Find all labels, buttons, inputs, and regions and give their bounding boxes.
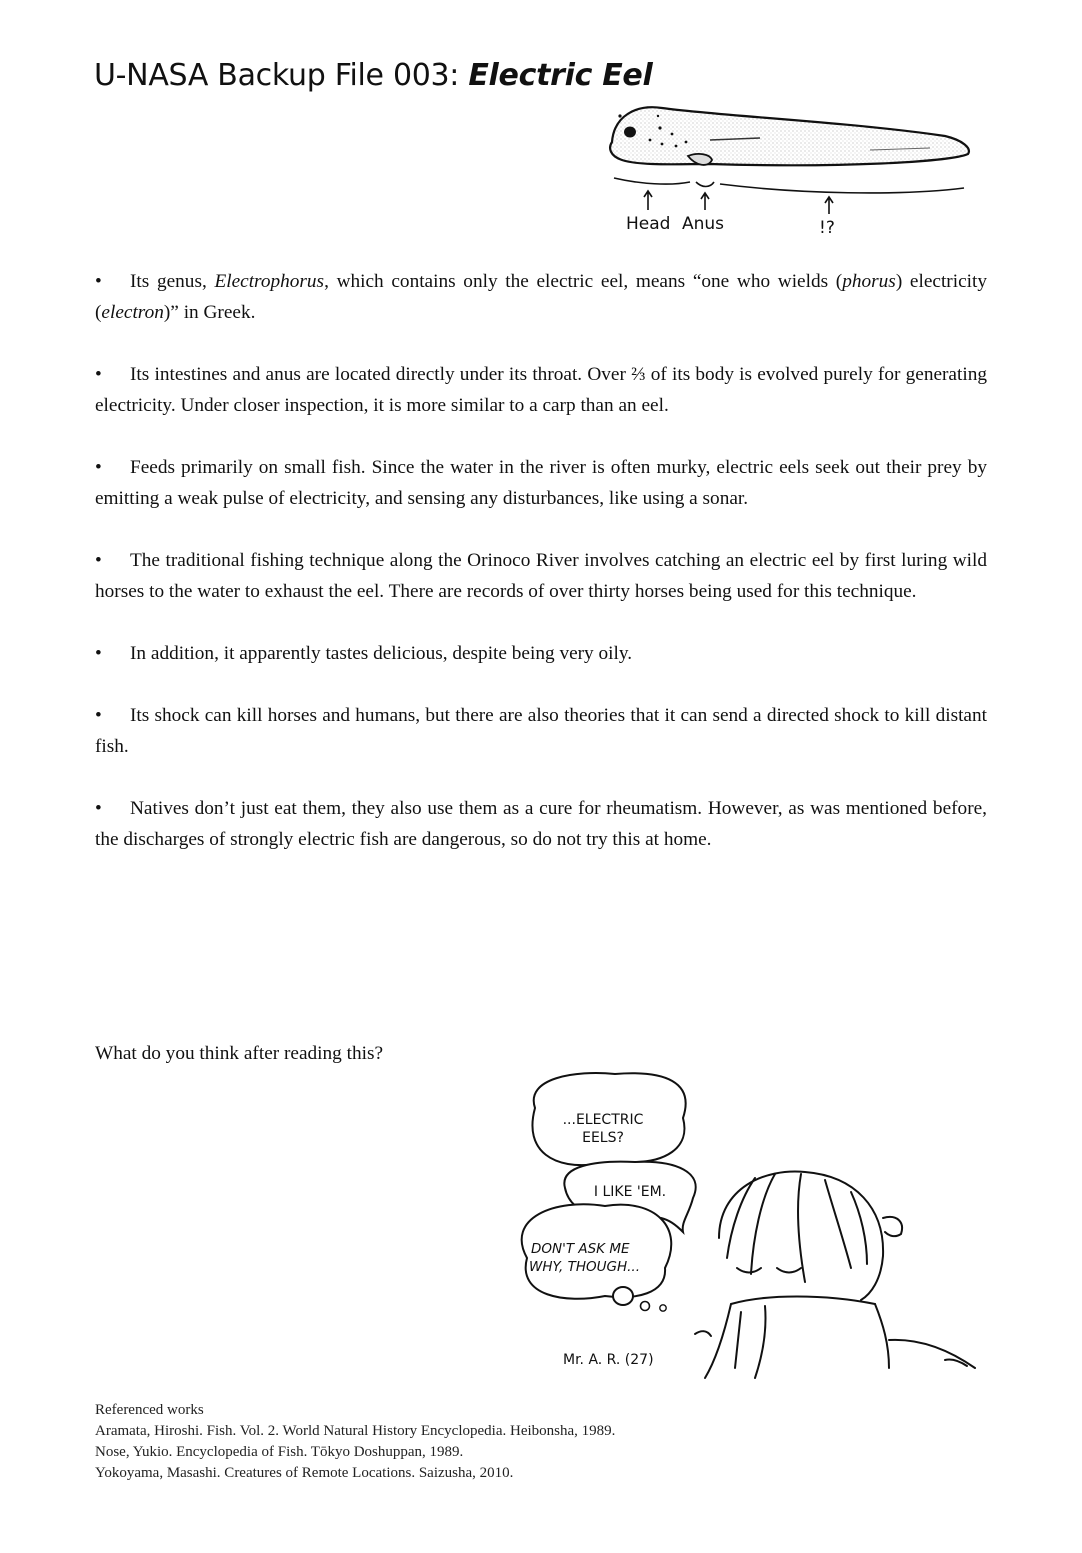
comic-caption: Mr. A. R. (27) bbox=[563, 1352, 654, 1368]
bullet-icon: • bbox=[95, 643, 102, 664]
bubble-1-line-2: EELS? bbox=[582, 1130, 624, 1146]
fact-text: Electrophorus bbox=[214, 271, 325, 292]
fact-text: The traditional fishing technique along the Orinoco River involves catching an electric eel by first luring wild horses to the water to exhaust the eel. There are records of over thirty horses being used for this technique. bbox=[95, 550, 987, 602]
fact-text: electron bbox=[101, 302, 164, 323]
fact-item bbox=[95, 266, 987, 328]
fact-text: Its shock can kill horses and humans, but there are also theories that it can send a directed shock to kill distant fish. bbox=[95, 705, 987, 757]
bullet-icon: • bbox=[95, 271, 102, 292]
bullet-icon: • bbox=[95, 457, 102, 478]
bubble-3-line-1: DON'T ASK ME bbox=[531, 1241, 630, 1257]
eel-eye-icon bbox=[624, 127, 636, 138]
title-prefix: U-NASA Backup File 003: bbox=[94, 58, 469, 93]
references-heading: Referenced works bbox=[95, 1402, 204, 1418]
fact-item bbox=[95, 545, 987, 607]
fact-list bbox=[95, 266, 987, 886]
fact-text: Its intestines and anus are located directly under its throat. Over ⅔ of its body is evolved purely for generating electricity. Under closer inspection, it is more similar to a carp than an eel. bbox=[95, 364, 987, 416]
reader-question: What do you think after reading this? bbox=[95, 1043, 384, 1064]
bubble-3-line-2: WHY, THOUGH... bbox=[529, 1259, 640, 1275]
reference-item-1: Aramata, Hiroshi. Fish. Vol. 2. World Natural History Encyclopedia. Heibonsha, 1989. bbox=[95, 1423, 616, 1439]
comic-illustration bbox=[505, 1068, 995, 1388]
label-head: Head bbox=[626, 214, 671, 234]
reference-item-3: Yokoyama, Masashi. Creatures of Remote Locations. Saizusha, 2010. bbox=[95, 1465, 514, 1481]
fact-text: Natives don’t just eat them, they also use them as a cure for rheumatism. However, as was mentioned before, the discharges of strongly electric fish are dangerous, so do not try this at home. bbox=[95, 798, 987, 850]
fact-text: In addition, it apparently tastes delicious, despite being very oily. bbox=[130, 643, 633, 664]
fact-text: )” in Greek. bbox=[163, 302, 256, 323]
references bbox=[95, 1400, 615, 1484]
eel-diagram bbox=[600, 98, 980, 238]
fact-item bbox=[95, 793, 987, 855]
character-drawing bbox=[695, 1172, 975, 1378]
bullet-icon: • bbox=[95, 798, 102, 819]
bullet-icon: • bbox=[95, 364, 102, 385]
bullet-icon: • bbox=[95, 705, 102, 726]
fact-text: , which contains only the electric eel, means “one who wields ( bbox=[324, 271, 843, 292]
eel-body bbox=[610, 107, 969, 165]
fact-text: Its genus, bbox=[130, 271, 215, 292]
page-title bbox=[94, 58, 652, 93]
label-anus: Anus bbox=[682, 214, 725, 234]
bubble-2-text: I LIKE 'EM. bbox=[593, 1184, 667, 1200]
fact-item bbox=[95, 700, 987, 762]
fact-text: ) electricity ( bbox=[95, 271, 987, 323]
title-emphasis: Electric Eel bbox=[468, 58, 653, 93]
reference-item-2: Nose, Yukio. Encyclopedia of Fish. Tōkyo Doshuppan, 1989. bbox=[95, 1444, 464, 1460]
bubble-1-line-1: ...ELECTRIC bbox=[562, 1112, 644, 1128]
fact-text: phorus bbox=[842, 271, 896, 292]
label-unknown: !? bbox=[819, 218, 835, 238]
fact-item bbox=[95, 638, 987, 669]
fact-item bbox=[95, 359, 987, 421]
fact-text: Feeds primarily on small fish. Since the water in the river is often murky, electric eels seek out their prey by emitting a weak pulse of electricity, and sensing any disturbances, like using a sonar. bbox=[95, 457, 987, 509]
fact-item bbox=[95, 452, 987, 514]
bullet-icon: • bbox=[95, 550, 102, 571]
